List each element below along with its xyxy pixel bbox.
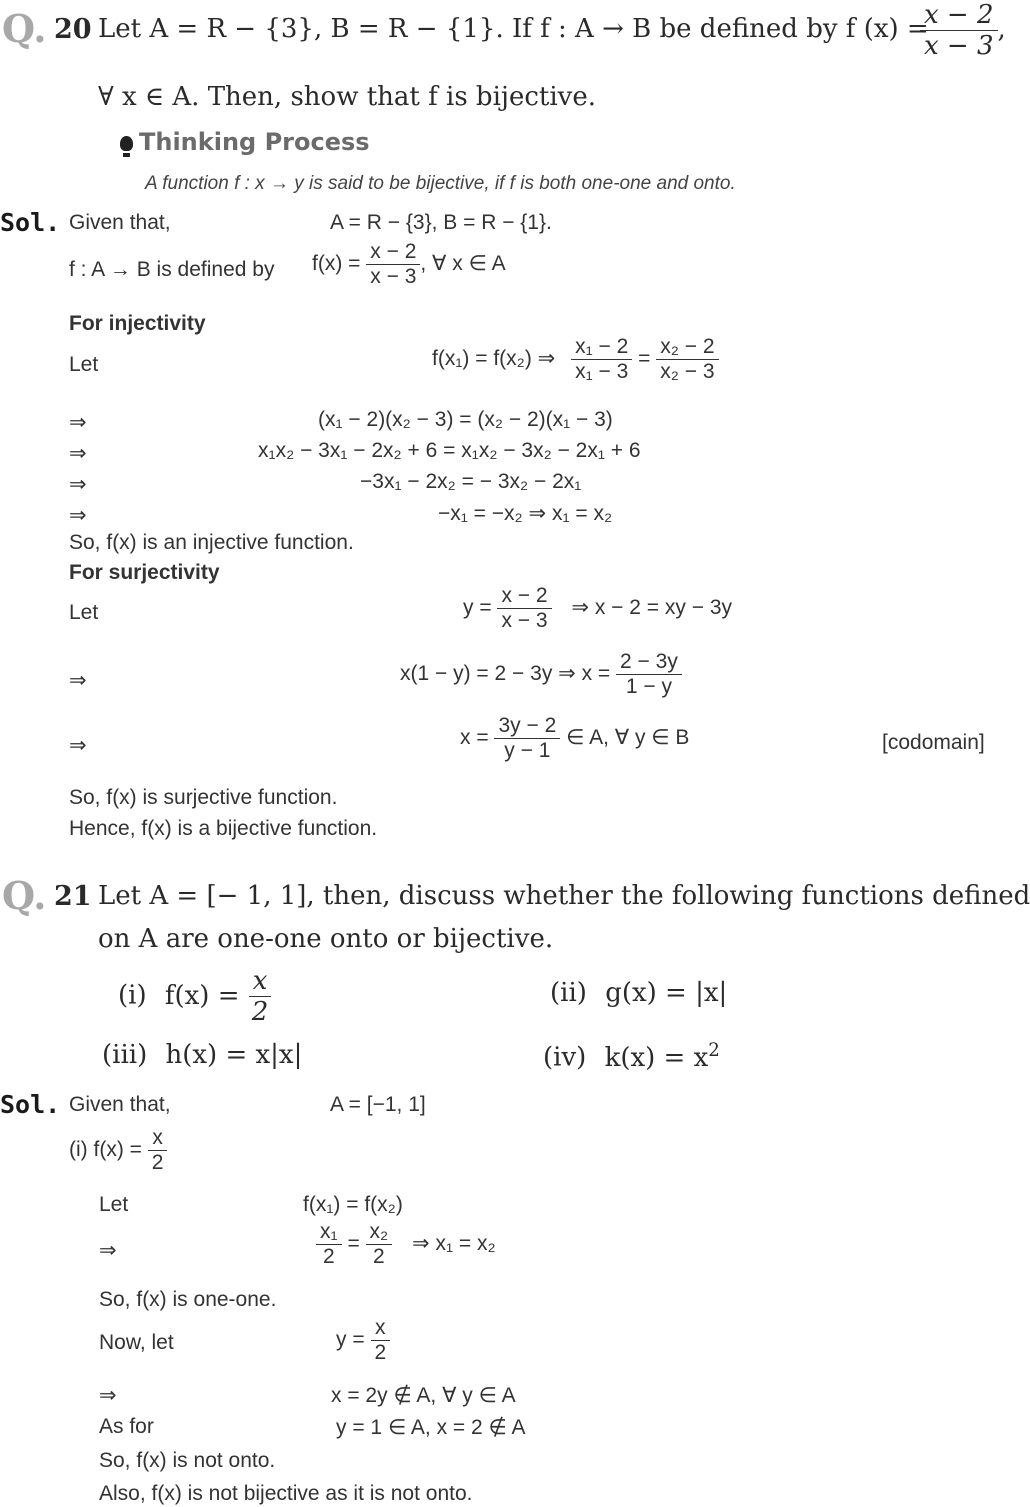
now-denominator: 2: [374, 1341, 387, 1364]
as-for-label: As for: [99, 1415, 154, 1438]
part-label: (ii): [550, 978, 587, 1008]
y-lhs: y =: [463, 596, 492, 620]
frac-b-numerator: x₂: [366, 1220, 393, 1245]
part-expr: g(x) = |x|: [605, 978, 728, 1008]
injectivity-heading: For injectivity: [69, 312, 206, 335]
y-tail: ⇒ x − 2 = xy − 3y: [571, 596, 733, 620]
part-label: (i): [118, 980, 147, 1011]
surjectivity-equation: [463, 584, 732, 633]
step-arrow: ⇒: [99, 1384, 117, 1407]
definition-denominator: x − 3: [370, 265, 417, 288]
step1-numerator: 2 − 3y: [616, 650, 682, 675]
frac1-numerator: x₁ − 2: [571, 335, 632, 360]
injectivity-equation: [432, 335, 719, 384]
step-arrow: ⇒: [69, 669, 87, 692]
part-expr: h(x) = x|x|: [165, 1040, 303, 1070]
part-expr: k(x) = x: [604, 1042, 709, 1073]
question-marker: Q.: [2, 6, 47, 51]
part-denominator: 2: [151, 1151, 164, 1174]
solution-label: Sol.: [0, 208, 61, 237]
question-number: 21: [54, 881, 92, 912]
question-statement: Let A = [− 1, 1], then, discuss whether the following functions defined: [98, 881, 1030, 911]
step-arrow: ⇒: [69, 411, 87, 434]
frac-tail: ⇒ x₁ = x₂: [412, 1232, 496, 1256]
frac2-denominator: x₂ − 3: [660, 360, 715, 383]
part-iii-definition: [102, 1040, 302, 1070]
definition-formula: [312, 240, 506, 289]
step-arrow: ⇒: [69, 442, 87, 465]
given-label: Given that,: [69, 1093, 171, 1116]
equals-sign: =: [347, 1232, 360, 1256]
not-onto-conclusion: So, f(x) is not onto.: [99, 1449, 276, 1472]
definition-numerator: x − 2: [366, 240, 420, 265]
part-denominator: 2: [251, 997, 269, 1027]
surjectivity-let: Let: [69, 601, 99, 624]
thinking-process-body: A function f : x → y is said to be bijective, if f is both one-one and onto.: [145, 173, 736, 194]
one-one-step: [316, 1220, 496, 1269]
y-numerator: x − 2: [497, 584, 551, 609]
frac1-denominator: x₁ − 3: [575, 360, 629, 383]
now-let-label: Now, let: [99, 1331, 174, 1354]
let-label: Let: [99, 1193, 129, 1216]
part-numerator: x: [148, 1126, 167, 1151]
now-lhs: y =: [336, 1328, 365, 1352]
fraction-numerator: x − 2: [920, 0, 998, 31]
part-lhs: f(x) =: [164, 980, 240, 1011]
frac-b-denominator: 2: [373, 1245, 385, 1268]
step2-lhs: x =: [460, 726, 489, 750]
surjectivity-heading: For surjectivity: [69, 561, 220, 584]
injectivity-step: −x₁ = −x₂ ⇒ x₁ = x₂: [438, 502, 613, 525]
question-statement-line2: ∀ x ∈ A. Then, show that f is bijective.: [98, 82, 596, 112]
frac-a-denominator: 2: [322, 1245, 335, 1268]
question-statement-line2: on A are one-one onto or bijective.: [98, 924, 554, 954]
step1-denominator: 1 − y: [625, 675, 672, 698]
now-let-expr: [336, 1316, 390, 1365]
given-set: A = [−1, 1]: [330, 1093, 426, 1116]
injectivity-conclusion: So, f(x) is an injective function.: [69, 531, 354, 554]
thinking-process-heading: [120, 128, 370, 156]
question-number: 20: [54, 14, 92, 45]
part-i-definition: [118, 966, 272, 1027]
onto-step: x = 2y ∉ A, ∀ y ∈ A: [331, 1384, 516, 1407]
fraction-tail: ,: [997, 14, 1006, 45]
injectivity-let: Let: [69, 353, 99, 376]
surjectivity-step: [400, 650, 682, 699]
injectivity-lhs: f(x₁) = f(x₂) ⇒: [432, 347, 556, 371]
step1-expr: x(1 − y) = 2 − 3y ⇒ x =: [400, 662, 611, 686]
question-marker: Q.: [2, 873, 47, 918]
step-arrow: ⇒: [69, 734, 87, 757]
final-conclusion: Hence, f(x) is a bijective function.: [69, 817, 378, 840]
given-sets: A = R − {3}, B = R − {1}.: [330, 211, 552, 234]
one-one-conclusion: So, f(x) is one-one.: [99, 1288, 277, 1311]
solution-label: Sol.: [0, 1090, 61, 1119]
fraction-denominator: x − 3: [924, 31, 994, 61]
y-denominator: x − 3: [501, 609, 548, 632]
equals-sign: =: [638, 347, 651, 371]
question-statement: [98, 14, 929, 44]
lightbulb-icon: [120, 136, 133, 151]
codomain-note: [codomain]: [882, 731, 985, 754]
surjectivity-step: [460, 714, 689, 763]
part-iv-definition: [543, 1040, 720, 1073]
surjectivity-conclusion: So, f(x) is surjective function.: [69, 786, 338, 809]
part-i-heading: [69, 1126, 167, 1175]
injectivity-step: x₁x₂ − 3x₁ − 2x₂ + 6 = x₁x₂ − 3x₂ − 2x₁ + 6: [258, 439, 641, 462]
let-expr: f(x₁) = f(x₂): [303, 1193, 403, 1216]
part-label: (iv): [543, 1042, 587, 1073]
injectivity-step: (x₁ − 2)(x₂ − 3) = (x₂ − 2)(x₁ − 3): [318, 408, 613, 431]
frac2-numerator: x₂ − 2: [656, 335, 718, 360]
definition-tail: , ∀ x ∈ A: [420, 252, 506, 276]
part-exponent: 2: [708, 1040, 720, 1061]
part-numerator: x: [249, 966, 272, 997]
part-label: (iii): [102, 1040, 148, 1070]
step2-tail: ∈ A, ∀ y ∈ B: [566, 726, 690, 750]
injectivity-step: −3x₁ − 2x₂ = − 3x₂ − 2x₁: [360, 470, 582, 493]
step-arrow: ⇒: [69, 473, 87, 496]
definition-text: f : A → B is defined by: [69, 258, 275, 281]
as-for-expr: y = 1 ∈ A, x = 2 ∉ A: [336, 1416, 526, 1439]
part-ii-definition: [550, 978, 727, 1008]
now-numerator: x: [371, 1316, 390, 1341]
part-lhs: f(x) =: [93, 1138, 142, 1162]
statement-text: Let A = R − {3}, B = R − {1}. If f : A → B be defined by f (x) =: [98, 14, 929, 44]
step2-numerator: 3y − 2: [494, 714, 560, 739]
frac-a-numerator: x₁: [316, 1220, 342, 1245]
step2-denominator: y − 1: [504, 739, 551, 762]
definition-lhs: f(x) =: [312, 252, 361, 276]
thinking-title: Thinking Process: [139, 128, 370, 156]
given-label: Given that,: [69, 211, 171, 234]
part-label: (i): [69, 1138, 88, 1162]
statement-fraction: [920, 0, 1006, 61]
not-bijective-conclusion: Also, f(x) is not bijective as it is not onto.: [99, 1482, 473, 1505]
step-arrow: ⇒: [99, 1239, 117, 1262]
step-arrow: ⇒: [69, 504, 87, 527]
